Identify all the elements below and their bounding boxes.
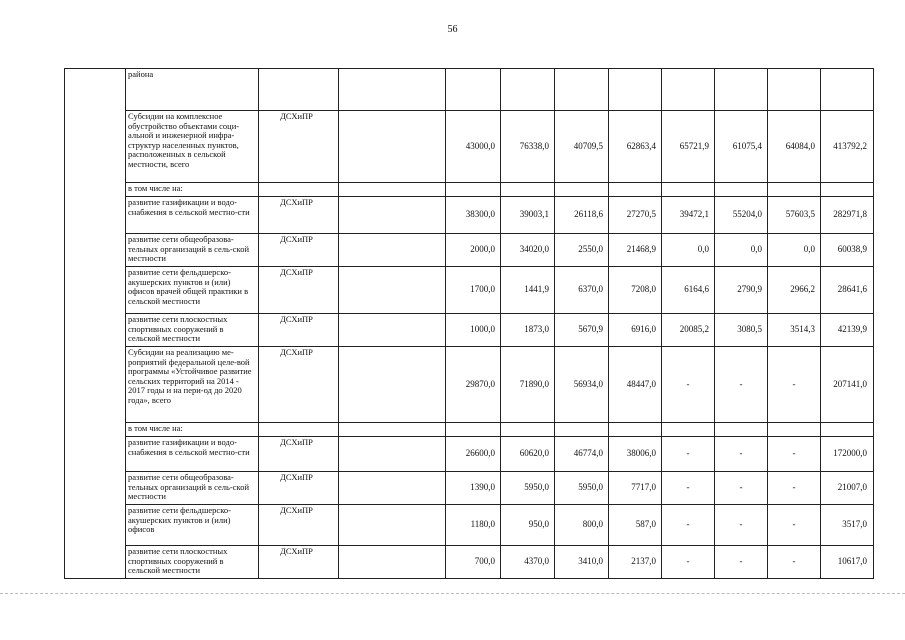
responsible-org: ДСХиПР — [259, 111, 339, 183]
value-cell: 1441,9 — [501, 267, 555, 314]
value-cell: - — [768, 505, 821, 546]
value-cell: 64084,0 — [768, 111, 821, 183]
empty-cell — [768, 183, 821, 197]
empty-cell — [821, 423, 874, 437]
subheading-row — [65, 423, 874, 437]
value-cell: 40709,5 — [555, 111, 609, 183]
total-cell: 172000,0 — [821, 437, 874, 472]
value-cell: - — [715, 505, 768, 546]
value-cell: - — [715, 472, 768, 505]
value-cell: 43000,0 — [446, 111, 501, 183]
value-cell: 76338,0 — [501, 111, 555, 183]
value-cell: 48447,0 — [609, 347, 662, 423]
value-cell: 1180,0 — [446, 505, 501, 546]
total-cell: 10617,0 — [821, 546, 874, 579]
responsible-org: ДСХиПР — [259, 437, 339, 472]
responsible-org: ДСХиПР — [259, 267, 339, 314]
value-cell: 5950,0 — [555, 472, 609, 505]
value-cell: 55204,0 — [715, 197, 768, 234]
responsible-org: ДСХиПР — [259, 347, 339, 423]
table-body — [65, 69, 874, 579]
value-cell: 5670,9 — [555, 314, 609, 347]
left-margin-column — [65, 69, 126, 579]
value-cell: 1000,0 — [446, 314, 501, 347]
responsible-org: ДСХиПР — [259, 546, 339, 579]
empty-cell — [339, 546, 446, 579]
value-cell: 2000,0 — [446, 234, 501, 267]
responsible-org: ДСХиПР — [259, 472, 339, 505]
value-cell: - — [662, 347, 715, 423]
value-cell: - — [768, 347, 821, 423]
empty-cell — [555, 183, 609, 197]
row-description: в том числе на: — [126, 423, 259, 437]
value-cell: 6370,0 — [555, 267, 609, 314]
empty-cell — [662, 183, 715, 197]
empty-cell — [339, 423, 446, 437]
empty-cell — [446, 183, 501, 197]
value-cell: 39472,1 — [662, 197, 715, 234]
value-cell: 65721,9 — [662, 111, 715, 183]
empty-cell — [555, 69, 609, 111]
table-row — [65, 437, 874, 472]
value-cell: 3514,3 — [768, 314, 821, 347]
value-cell: 46774,0 — [555, 437, 609, 472]
empty-cell — [339, 69, 446, 111]
value-cell: - — [662, 546, 715, 579]
value-cell: 2790,9 — [715, 267, 768, 314]
table-row — [65, 111, 874, 183]
subheading-row — [65, 183, 874, 197]
total-cell: 282971,8 — [821, 197, 874, 234]
value-cell: 4370,0 — [501, 546, 555, 579]
responsible-org: ДСХиПР — [259, 234, 339, 267]
row-description: развитие сети плоскостных спортивных сооружений в сельской местности — [126, 546, 259, 579]
empty-cell — [609, 69, 662, 111]
value-cell: - — [715, 437, 768, 472]
value-cell: 39003,1 — [501, 197, 555, 234]
empty-cell — [768, 69, 821, 111]
value-cell: 57603,5 — [768, 197, 821, 234]
value-cell: 1700,0 — [446, 267, 501, 314]
row-description: развитие сети фельдшерско-акушерских пунктов и (или) офисов — [126, 505, 259, 546]
table-row — [65, 197, 874, 234]
value-cell: 61075,4 — [715, 111, 768, 183]
table-row — [65, 505, 874, 546]
empty-cell — [339, 314, 446, 347]
value-cell: 1873,0 — [501, 314, 555, 347]
total-cell: 413792,2 — [821, 111, 874, 183]
table-row — [65, 69, 874, 111]
empty-cell — [339, 472, 446, 505]
total-cell: 3517,0 — [821, 505, 874, 546]
row-description: Субсидии на реализацию ме-роприятий федеральной целе-вой программы «Устойчивое развитие сельских территорий на 2014 - 2017 годы и на пери-од до 2020 года», всего — [126, 347, 259, 423]
value-cell: 26118,6 — [555, 197, 609, 234]
value-cell: 29870,0 — [446, 347, 501, 423]
empty-cell — [715, 183, 768, 197]
row-description: развитие сети плоскостных спортивных сооружений в сельской местности — [126, 314, 259, 347]
empty-cell — [501, 69, 555, 111]
row-description: Субсидии на комплексное обустройство объектами соци-альной и инженерной инфра-структур населенных пунктов, расположенных в сельской местности, всего — [126, 111, 259, 183]
value-cell: 6916,0 — [609, 314, 662, 347]
table-row — [65, 347, 874, 423]
value-cell: 20085,2 — [662, 314, 715, 347]
empty-cell — [662, 423, 715, 437]
value-cell: - — [768, 546, 821, 579]
table-row — [65, 234, 874, 267]
value-cell: 60620,0 — [501, 437, 555, 472]
value-cell: - — [715, 546, 768, 579]
row-description: развитие сети общеобразова-тельных организаций в сель-ской местности — [126, 234, 259, 267]
empty-cell — [259, 69, 339, 111]
value-cell: 950,0 — [501, 505, 555, 546]
total-cell: 207141,0 — [821, 347, 874, 423]
empty-cell — [339, 197, 446, 234]
table-row — [65, 314, 874, 347]
value-cell: 800,0 — [555, 505, 609, 546]
value-cell: - — [768, 437, 821, 472]
row-description: развитие газификации и водо-снабжения в сельской местно-сти — [126, 197, 259, 234]
empty-cell — [821, 183, 874, 197]
value-cell: 27270,5 — [609, 197, 662, 234]
empty-cell — [339, 347, 446, 423]
value-cell: - — [715, 347, 768, 423]
value-cell: 34020,0 — [501, 234, 555, 267]
value-cell: 3080,5 — [715, 314, 768, 347]
value-cell: 2966,2 — [768, 267, 821, 314]
value-cell: - — [662, 437, 715, 472]
empty-cell — [339, 234, 446, 267]
budget-table — [64, 68, 874, 579]
total-cell: 42139,9 — [821, 314, 874, 347]
value-cell: 26600,0 — [446, 437, 501, 472]
table-row — [65, 267, 874, 314]
row-description: района — [126, 69, 259, 111]
value-cell: 56934,0 — [555, 347, 609, 423]
value-cell: - — [662, 472, 715, 505]
empty-cell — [259, 183, 339, 197]
row-description: развитие сети общеобразова-тельных организаций в сель-ской местности — [126, 472, 259, 505]
empty-cell — [501, 183, 555, 197]
responsible-org: ДСХиПР — [259, 505, 339, 546]
value-cell: 0,0 — [662, 234, 715, 267]
empty-cell — [259, 423, 339, 437]
total-cell: 28641,6 — [821, 267, 874, 314]
value-cell: 21468,9 — [609, 234, 662, 267]
responsible-org: ДСХиПР — [259, 197, 339, 234]
empty-cell — [446, 69, 501, 111]
value-cell: - — [768, 472, 821, 505]
value-cell: 2550,0 — [555, 234, 609, 267]
empty-cell — [715, 69, 768, 111]
value-cell: 62863,4 — [609, 111, 662, 183]
page-bottom-edge — [0, 593, 905, 594]
empty-cell — [339, 505, 446, 546]
value-cell: 6164,6 — [662, 267, 715, 314]
value-cell: - — [662, 505, 715, 546]
value-cell: 587,0 — [609, 505, 662, 546]
value-cell: 2137,0 — [609, 546, 662, 579]
empty-cell — [662, 69, 715, 111]
total-cell: 60038,9 — [821, 234, 874, 267]
empty-cell — [446, 423, 501, 437]
responsible-org: ДСХиПР — [259, 314, 339, 347]
value-cell: 38300,0 — [446, 197, 501, 234]
row-description: развитие сети фельдшерско-акушерских пунктов и (или) офисов врачей общей практики в сельской местности — [126, 267, 259, 314]
value-cell: 5950,0 — [501, 472, 555, 505]
empty-cell — [339, 267, 446, 314]
value-cell: 38006,0 — [609, 437, 662, 472]
value-cell: 3410,0 — [555, 546, 609, 579]
empty-cell — [768, 423, 821, 437]
total-cell: 21007,0 — [821, 472, 874, 505]
empty-cell — [339, 183, 446, 197]
page-number: 56 — [447, 24, 458, 35]
empty-cell — [715, 423, 768, 437]
empty-cell — [501, 423, 555, 437]
empty-cell — [555, 423, 609, 437]
row-description: в том числе на: — [126, 183, 259, 197]
value-cell: 71890,0 — [501, 347, 555, 423]
value-cell: 7717,0 — [609, 472, 662, 505]
table-row — [65, 472, 874, 505]
value-cell: 1390,0 — [446, 472, 501, 505]
empty-cell — [609, 183, 662, 197]
empty-cell — [609, 423, 662, 437]
value-cell: 0,0 — [715, 234, 768, 267]
empty-cell — [339, 111, 446, 183]
empty-cell — [339, 437, 446, 472]
empty-cell — [821, 69, 874, 111]
value-cell: 7208,0 — [609, 267, 662, 314]
table-row — [65, 546, 874, 579]
row-description: развитие газификации и водо-снабжения в сельской местно-сти — [126, 437, 259, 472]
value-cell: 700,0 — [446, 546, 501, 579]
value-cell: 0,0 — [768, 234, 821, 267]
